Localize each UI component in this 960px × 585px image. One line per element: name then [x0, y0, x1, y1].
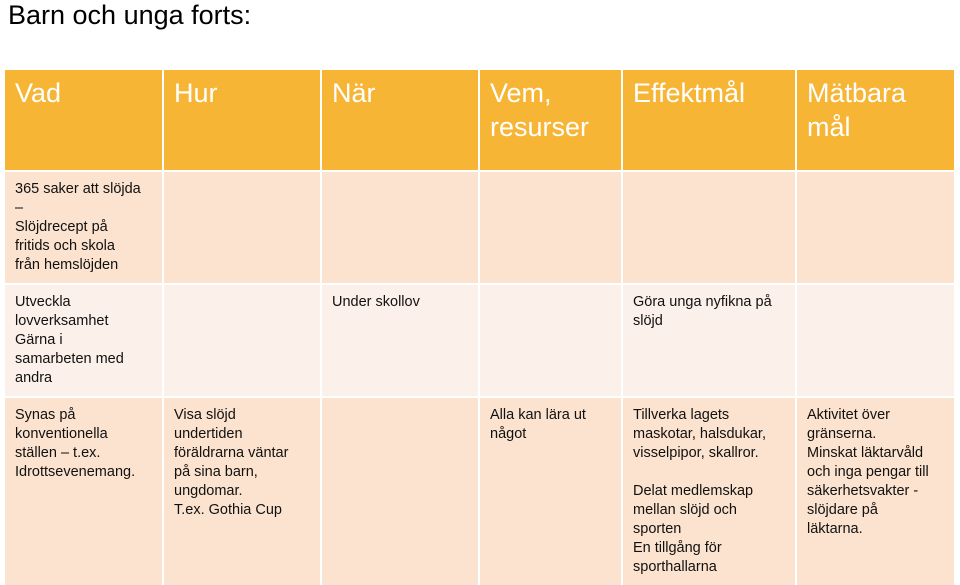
table-cell: Utveckla lovverksamhet Gärna i samarbeten med andra — [5, 284, 163, 397]
header-matbara-mal: Mätbara mål — [796, 70, 955, 171]
header-effektmal: Effektmål — [622, 70, 796, 171]
table-cell: Visa slöjd undertiden föräldrarna väntar på sina barn, ungdomar. T.ex. Gothia Cup — [163, 397, 321, 585]
header-vem-resurser: Vem, resurser — [479, 70, 622, 171]
table-cell — [796, 284, 955, 397]
table-cell: Under skollov — [321, 284, 479, 397]
table-cell: Aktivitet över gränserna. Minskat läktarvåld och inga pengar till säkerhetsvakter - slöjdare på läktarna. — [796, 397, 955, 585]
table-cell — [622, 171, 796, 284]
table-row — [5, 284, 955, 397]
table-cell — [479, 171, 622, 284]
plan-table — [5, 70, 956, 585]
header-nar: När — [321, 70, 479, 171]
table-cell — [796, 171, 955, 284]
table-cell — [321, 171, 479, 284]
table-cell — [479, 284, 622, 397]
header-hur: Hur — [163, 70, 321, 171]
header-vad: Vad — [5, 70, 163, 171]
table-cell: Alla kan lära ut något — [479, 397, 622, 585]
table-cell: 365 saker att slöjda – Slöjdrecept på fritids och skola från hemslöjden — [5, 171, 163, 284]
table-cell: Synas på konventionella ställen – t.ex. Idrottsevenemang. — [5, 397, 163, 585]
table-cell — [163, 284, 321, 397]
table-cell: Göra unga nyfikna på slöjd — [622, 284, 796, 397]
table-cell — [321, 397, 479, 585]
header-row — [5, 70, 955, 171]
table-cell: Tillverka lagets maskotar, halsdukar, visselpipor, skallror. Delat medlemskap mellan slöjd och sporten En tillgång för sporthallarna — [622, 397, 796, 585]
page-title: Barn och unga forts: — [8, 0, 252, 30]
table-row — [5, 171, 955, 284]
table-cell — [163, 171, 321, 284]
table-row — [5, 397, 955, 585]
